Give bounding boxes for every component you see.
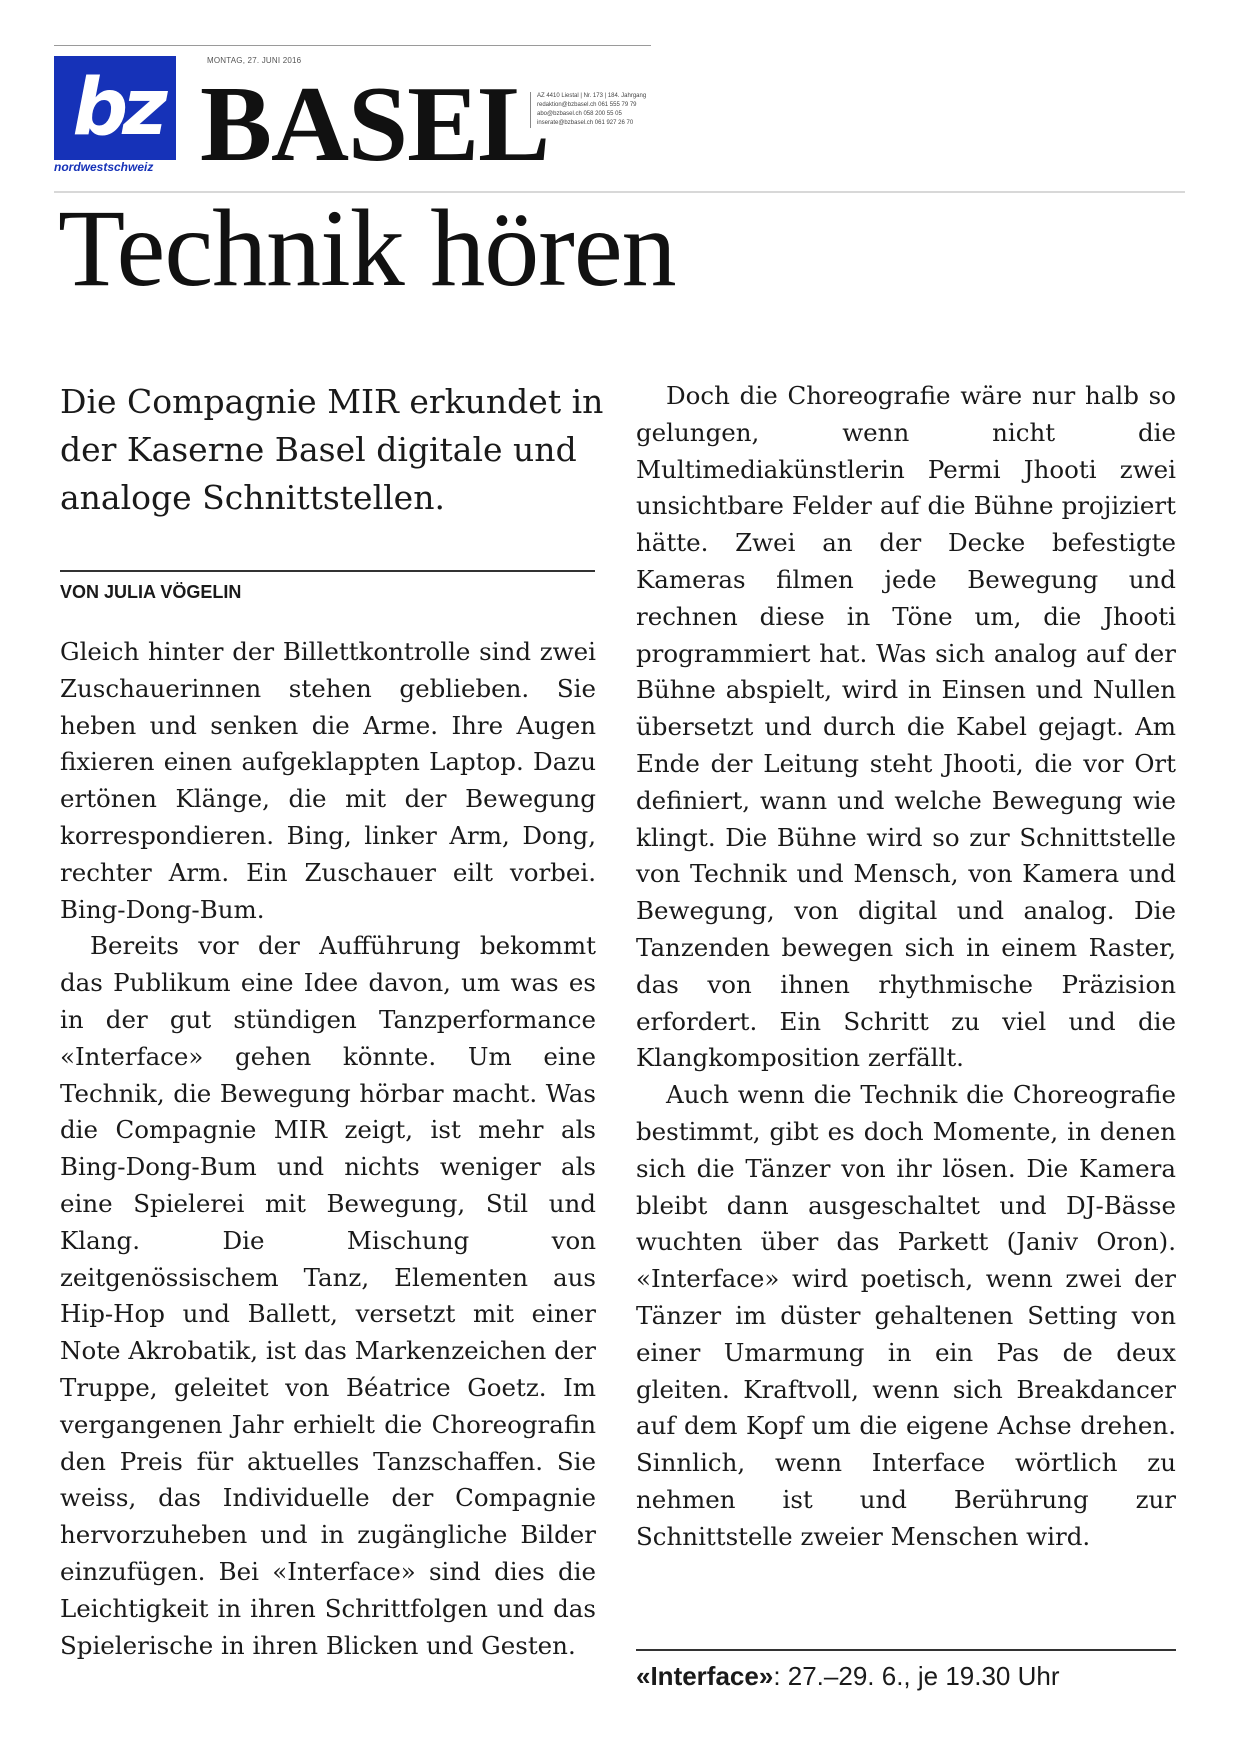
article-lead: Die Compagnie MIR erkundet in der Kaserne Basel digitale und analoge Schnittstellen.	[60, 382, 604, 517]
issue-date: MONTAG, 27. JUNI 2016	[207, 56, 302, 65]
info-rule	[636, 1649, 1176, 1651]
logo-subtitle: nordwestschweiz	[54, 160, 154, 174]
masthead-info-line: abo@bzbasel.ch 058 200 55 05	[537, 111, 622, 117]
logo-box	[54, 56, 176, 160]
event-info	[636, 1661, 1060, 1692]
article-paragraph: Bereits vor der Aufführung bekommt das Publikum eine Idee davon, um was es in der gut stündigen Tanzperformance «Interface» gehen könnte. Um eine Technik, die Bewegung hörbar macht. Was die Compagnie MIR zeigt, ist mehr als Bing-Dong-Bum und nichts weniger als eine Spielerei mit Bewegung, Stil und Klang. Die Mischung von zeitgenössischem Tanz, Elementen aus Hip-Hop und Ballett, versetzt mit einer Note Akrobatik, ist das Markenzeichen der Truppe, geleitet von Béatrice Goetz. Im vergangenen Jahr erhielt die Choreografin den Preis für aktuelles Tanzschaffen. Sie weiss, das Individuelle der Compagnie hervorzuheben und in zugängliche Bilder einzufügen. Bei «Interface» sind dies die Leichtigkeit in ihren Schrittfolgen und das Spielerische in ihren Blicken und Gesten.	[60, 931, 596, 1660]
article-paragraph: Gleich hinter der Billettkontrolle sind zwei Zuschauerinnen stehen geblieben. Sie heben und senken die Arme. Ihre Augen fixieren einen aufgeklappten Laptop. Dazu ertönen Klänge, die mit der Bewegung korrespondieren. Bing, linker Arm, Dong, rechter Arm. Ein Zuschauer eilt vorbei. Bing-Dong-Bum.	[60, 637, 596, 924]
article-paragraph: Doch die Choreografie wäre nur halb so gelungen, wenn nicht die Multimediakünstlerin Permi Jhooti zwei unsichtbare Felder auf die Bühne projiziert hätte. Zwei an der Decke befestigte Kameras filmen jede Bewegung und rechnen diese in Töne um, die Jhooti programmiert hat. Was sich analog auf der Bühne abspielt, wird in Einsen und Nullen übersetzt und durch die Kabel gejagt. Am Ende der Leitung steht Jhooti, die vor Ort definiert, wann und welche Bewegung wie klingt. Die Bühne wird so zur Schnittstelle von Technik und Mensch, von Kamera und Bewegung, von digital und analog. Die Tanzenden bewegen sich in einem Raster, das von ihnen rhythmische Präzision erfordert. Ein Schritt zu viel und die Klangkomposition zerfällt.	[636, 381, 1176, 1073]
masthead-info-line: redaktion@bzbasel.ch 061 555 79 79	[537, 102, 637, 108]
top-rule	[54, 45, 651, 46]
section-title: BASEL	[200, 65, 550, 184]
logo-text: bz	[72, 63, 162, 153]
event-details: : 27.–29. 6., je 19.30 Uhr	[773, 1661, 1060, 1691]
byline: VON JULIA VÖGELIN	[60, 582, 242, 602]
bz-logo	[54, 56, 176, 174]
headline: Technik hören	[58, 187, 676, 309]
masthead-info	[530, 92, 646, 128]
article-paragraph: Auch wenn die Technik die Choreografie bestimmt, gibt es doch Momente, in denen sich die Tänzer von ihr lösen. Die Kamera bleibt dann ausgeschaltet und DJ-Bässe wuchten über das Parkett (Janiv Oron). «Interface» wird poetisch, wenn zwei der Tänzer im düster gehaltenen Setting von einer Umarmung in ein Pas de deux gleiten. Kraftvoll, wenn sich Breakdancer auf dem Kopf um die eigene Achse drehen. Sinnlich, wenn Interface wörtlich zu nehmen ist und Berührung zur Schnittstelle zweier Menschen wird.	[636, 1080, 1176, 1551]
masthead-info-line: AZ 4410 Liestal | Nr. 173 | 184. Jahrgang	[537, 93, 647, 99]
article-column-left	[60, 634, 596, 1664]
byline-rule	[60, 570, 595, 572]
article-column-right	[636, 378, 1176, 1556]
masthead-info-line: inserate@bzbasel.ch 061 927 26 70	[537, 120, 634, 126]
event-title: «Interface»	[636, 1661, 774, 1691]
